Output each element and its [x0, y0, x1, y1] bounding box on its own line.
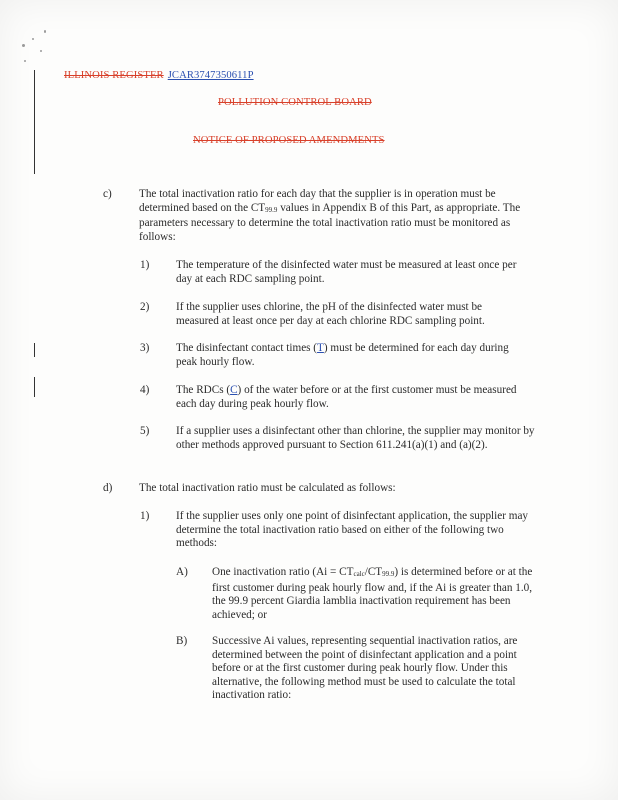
item-d1-text: If the supplier uses only one point of disinfectant application, the supplier may determine the total inactivation ratio based on either of the following two methods: — [176, 510, 529, 550]
scan-speck — [32, 38, 34, 40]
item-c4-marker: 4) — [140, 384, 150, 396]
section-d-text: The total inactivation ratio must be calculated as follows: — [139, 482, 396, 494]
section-c-marker: c) — [103, 188, 112, 200]
register-header — [64, 70, 254, 81]
item-c5-text: If a supplier uses a disinfectant other than chlorine, the supplier may monitor by other methods approved pursuant to Section 611.241(a)(1) and (a)(2). — [176, 425, 535, 451]
item-c2-text: If the supplier uses chlorine, the pH of the disinfected water must be measured at least once per day at each chlorine RDC sampling point. — [176, 301, 485, 327]
sub-a-text: One inactivation ratio (Ai = CTcalc/CT99.9) is determined before or at the first customer during peak hourly flow and, if the Ai is greater than 1.0, the 99.9 percent Giardia lamblia inactivation requirement has been achieved; or — [212, 566, 533, 621]
section-d-marker: d) — [103, 482, 113, 494]
item-c5-marker: 5) — [140, 425, 150, 437]
section-c-text: The total inactivation ratio for each day that the supplier is in operation must be determined based on the CT99.9 values in Appendix B of this Part, as appropriate. The parameters necessary to determine the total inactivation ratio must be monitored as follows: — [139, 188, 521, 243]
item-c3-text: The disinfectant contact times (T) must be determined for each day during peak hourly flow. — [176, 342, 509, 368]
sub-b-text: Successive Ai values, representing sequential inactivation ratios, are determined between the point of disinfectant application and a point before or at the first customer during peak hourly flow. Under this alternative, the following method must be used to calculate the total inactivation ratio: — [212, 635, 518, 702]
register-title-struck: ILLINOIS REGISTER — [64, 70, 164, 81]
item-c1-marker: 1) — [140, 259, 150, 271]
item-c4-text: The RDCs (C) of the water before or at the first customer must be measured each day during peak hourly flow. — [176, 384, 517, 410]
item-c3-marker: 3) — [140, 342, 150, 354]
scan-speck — [40, 50, 42, 52]
item-c1-text: The temperature of the disinfected water must be measured at least once per day at each RDC sampling point. — [176, 259, 517, 285]
scan-speck — [44, 30, 46, 33]
sub-a-marker: A) — [176, 566, 188, 578]
register-code: JCAR3747350611P — [167, 70, 254, 81]
notice-title-struck: NOTICE OF PROPOSED AMENDMENTS — [193, 135, 385, 146]
sub-b-marker: B) — [176, 635, 188, 647]
scan-speck — [22, 44, 25, 47]
scan-speck — [24, 60, 26, 62]
board-title-struck: POLLUTION CONTROL BOARD — [218, 97, 372, 108]
item-d1-marker: 1) — [140, 510, 150, 522]
change-bar — [34, 70, 35, 174]
change-bar — [34, 343, 35, 357]
item-c2-marker: 2) — [140, 301, 150, 313]
change-bar — [34, 377, 35, 397]
